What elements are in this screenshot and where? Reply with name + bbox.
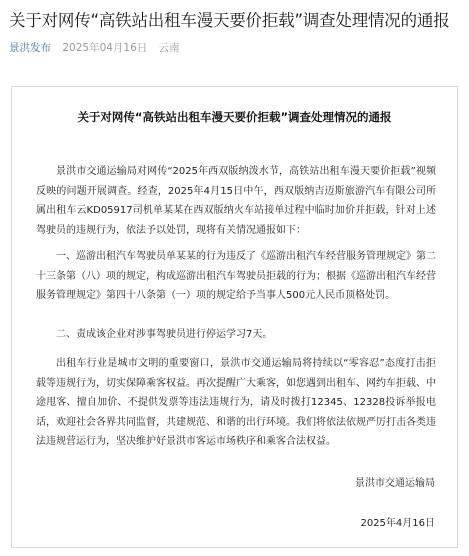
notice-document-image: [11, 86, 458, 548]
article-location: 云南: [158, 42, 180, 54]
article-source-link[interactable]: 景洪发布: [9, 42, 51, 54]
notice-sign-date: 2025年4月16日: [360, 518, 435, 529]
article-headline: 关于对网传“高铁站出租车漫天要价拒载”调查处理情况的通报: [9, 11, 450, 30]
notice-title: 关于对网传“高铁站出租车漫天要价拒载”调查处理情况的通报: [77, 110, 392, 124]
article-meta: [9, 41, 180, 55]
notice-paragraph-suspension: 二、责成该企业对涉事驾驶员进行停运学习7天。: [56, 329, 273, 340]
notice-paragraph-penalty: 一、巡游出租汽车驾驶员单某某的行为违反了《巡游出租汽车经营服务管理规定》第二十三条第（八）项的规定，构成巡游出租汽车驾驶员拒载的行为；根据《巡游出租汽车经营服务管理规定》第四十八条第（一）项的规定给予当事人500元人民币顶格处罚。: [36, 251, 436, 301]
notice-paragraph-closing: 出租车行业是城市文明的重要窗口，景洪市交通运输局将持续以“零容忍”态度打击拒载等违规行为，切实保障乘客权益。再次提醒广大乘客，如您遇到出租车、网约车拒载、中途甩客、擅自加价、不提供发票等违法违规行为，请及时拨打12345、12328投诉举报电话，欢迎社会各界共同监督，共建规范、和谐的出行环境。我们将依法依规严厉打击各类违法违规营运行为，坚决维护好景洪市客运市场秩序和乘客合法权益。: [36, 358, 436, 447]
article-date: 2025年04月16日: [62, 42, 148, 54]
notice-signature: 景洪市交通运输局: [355, 478, 435, 489]
notice-paragraph-intro: 景洪市交通运输局对网传“2025年西双版纳泼水节，高铁站出租车漫天要价拒载”视频反映的问题开展调查。经查，2025年4月15日中午，西双版纳吉迈斯旅游汽车有限公司所属出租车云KD05917司机单某某在西双版纳火车站接单过程中临时加价并拒载，针对上述驾驶员的违规行为，依法予以处罚，现将有关情况通报如下：: [36, 166, 436, 236]
